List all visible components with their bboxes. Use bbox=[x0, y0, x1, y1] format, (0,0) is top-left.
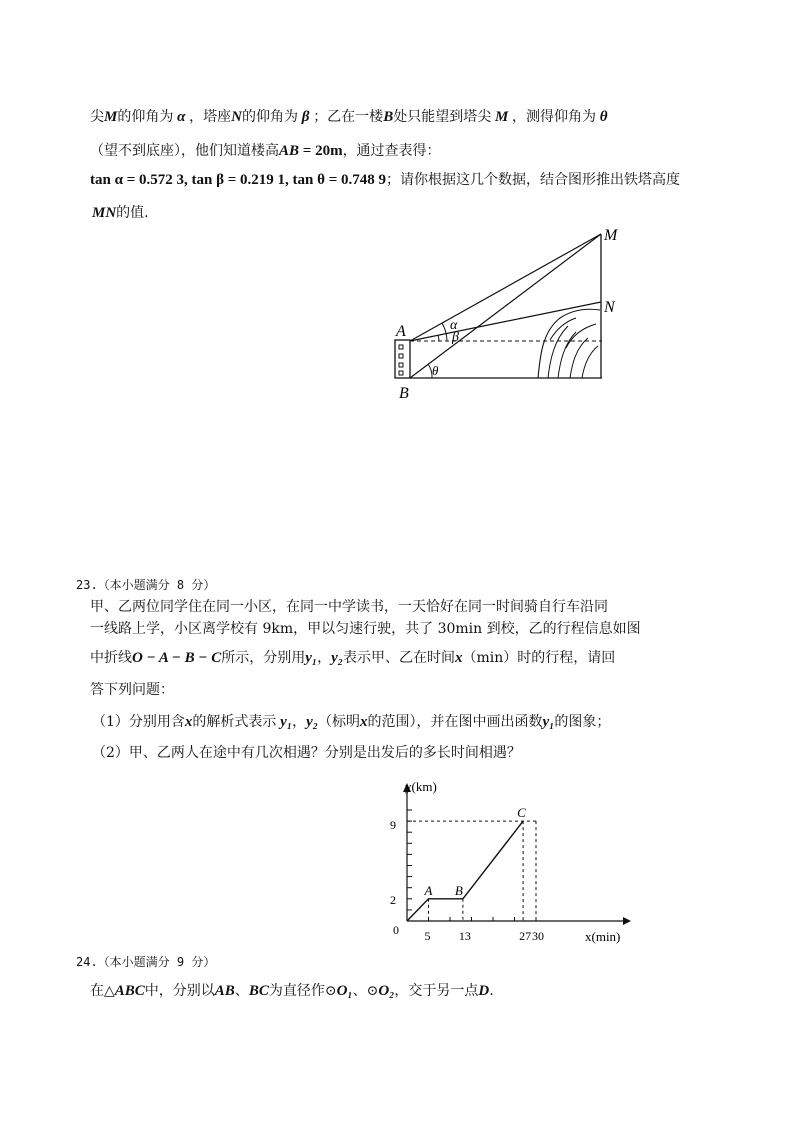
q23-header: 23.（本小题满分 8 分） bbox=[76, 578, 216, 592]
q22-line-1: 尖M的仰角为 α ，塔座N的仰角为 β ；乙在一楼B处只能望到塔尖 M ，测得仰角为 θ bbox=[90, 109, 608, 125]
label-A: A bbox=[396, 323, 406, 340]
hill-stroke bbox=[548, 326, 568, 378]
x-tick-label: 30 bbox=[532, 929, 544, 943]
q23-paragraph-4: 答下列问题： bbox=[90, 682, 174, 698]
q24-text: 在△ABC中，分别以AB、BC为直径作⊙O₁、⊙O₂，交于另一点D. bbox=[90, 983, 494, 999]
x-axis-arrow bbox=[623, 917, 631, 925]
label-B: B bbox=[399, 385, 409, 402]
q23-paragraph-3: 中折线O − A − B − C所示，分别用y₁，y₂表示甲、乙在时间x（min）时的行程，请回 bbox=[90, 650, 616, 666]
point-label-C: C bbox=[517, 805, 526, 821]
point-label-B: B bbox=[454, 882, 463, 898]
q22-line-4: MN的值. bbox=[92, 205, 149, 221]
q23-sub-question-1: （1）分别用含x的解析式表示 y₁，y₂（标明x的范围），并在图中画出函数y₁的图象； bbox=[92, 714, 611, 730]
origin-label: 0 bbox=[393, 923, 399, 937]
q23-paragraph-2: 一线路上学，小区离学校有 9km，甲以匀速行驶，共了 30min 到校，乙的行程信息如图 bbox=[90, 621, 641, 637]
tan-values: tan α = 0.572 3, tan β = 0.219 1, tan θ = 0.748 9 bbox=[90, 172, 387, 188]
sight-A-N bbox=[410, 302, 601, 341]
q23-paragraph-1: 甲、乙两位同学住在同一小区，在同一中学读书，一天恰好在同一时间骑自行车沿同 bbox=[90, 599, 608, 615]
hill-stroke bbox=[566, 324, 596, 348]
q22-line-3 bbox=[90, 171, 680, 189]
x-tick-label: 5 bbox=[424, 929, 431, 943]
window bbox=[399, 371, 403, 375]
sight-A-M bbox=[410, 234, 601, 341]
y-axis-label: y(km) bbox=[405, 779, 437, 794]
point-label-A: A bbox=[424, 882, 433, 898]
x-axis-label: x(min) bbox=[585, 929, 621, 944]
sight-B-M bbox=[410, 234, 601, 378]
hill-stroke bbox=[582, 346, 598, 378]
hill-stroke bbox=[558, 332, 576, 378]
y-tick-label: 9 bbox=[390, 818, 396, 832]
label-beta: β bbox=[452, 330, 459, 345]
label-M: M bbox=[604, 227, 618, 244]
q22-line-2: （望不到底座），他们知道楼高AB = 20m，通过查表得： bbox=[90, 143, 441, 159]
travel-graph bbox=[380, 778, 640, 946]
q24-header: 24.（本小题满分 9 分） bbox=[76, 955, 216, 969]
arc-alpha bbox=[442, 323, 447, 341]
window bbox=[399, 345, 403, 349]
x-tick-label: 27 bbox=[519, 929, 532, 943]
tower-figure bbox=[390, 222, 630, 402]
label-N: N bbox=[604, 299, 615, 316]
label-alpha: α bbox=[450, 318, 458, 333]
q23-sub-question-2: （2）甲、乙两人在途中有几次相遇？分别是出发后的多长时间相遇？ bbox=[92, 745, 521, 761]
hill-stroke bbox=[570, 338, 588, 378]
q22-line-3-rest: ；请你根据这几个数据，结合图形推出铁塔高度 bbox=[386, 172, 681, 188]
label-theta: θ bbox=[432, 363, 439, 378]
x-tick-label: 13 bbox=[458, 929, 471, 943]
window bbox=[399, 354, 403, 358]
window bbox=[399, 363, 403, 367]
arc-beta bbox=[438, 335, 439, 341]
series-line-yi bbox=[407, 821, 523, 921]
y-tick-label: 2 bbox=[390, 893, 396, 907]
